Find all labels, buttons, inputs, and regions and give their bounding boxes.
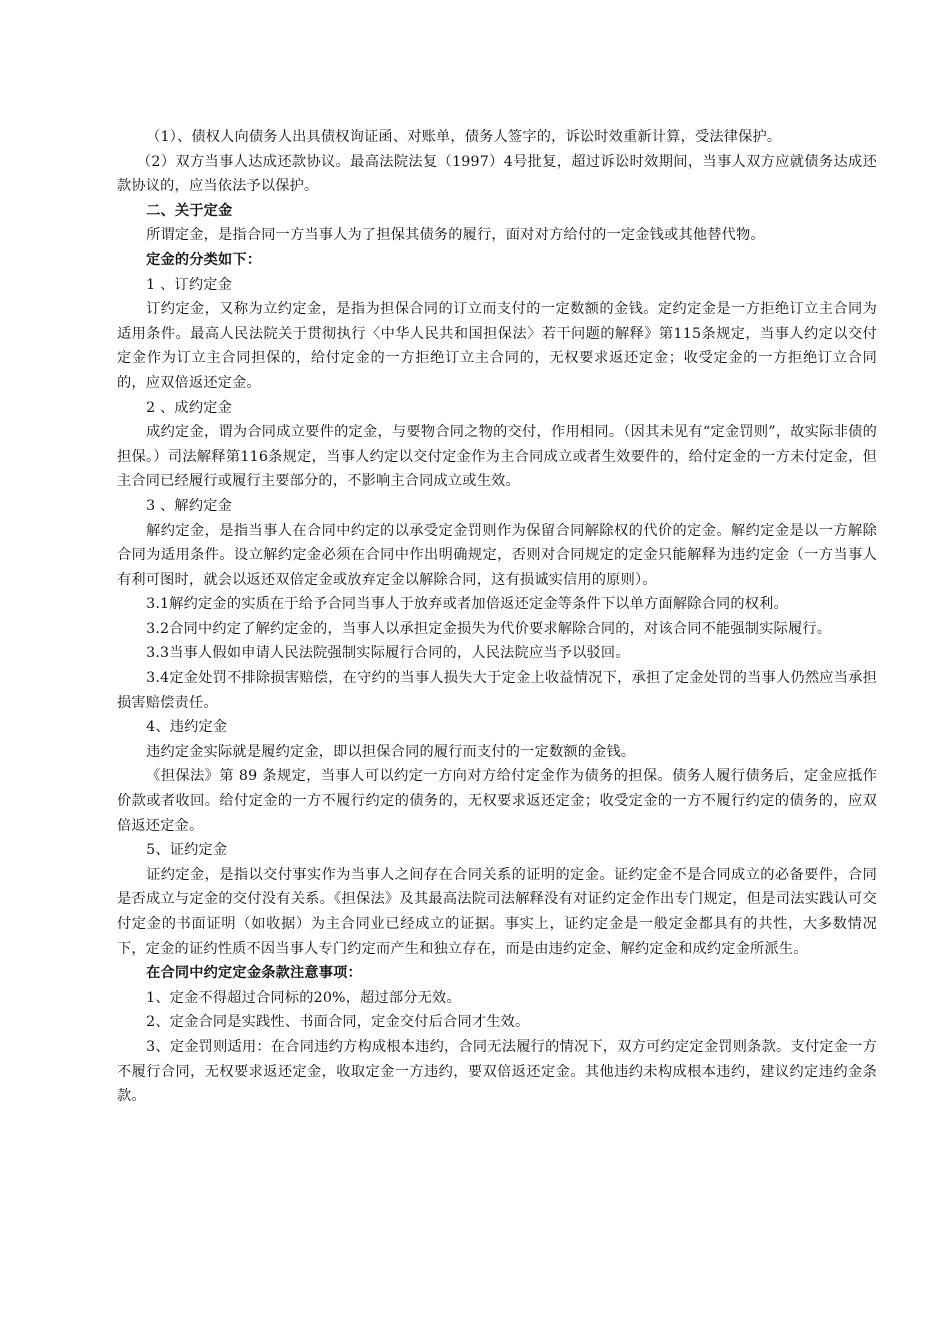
paragraph: 所谓定金，是指合同一方当事人为了担保其债务的履行，面对对方给付的一定金钱或其他替代物。 — [146, 227, 765, 244]
paragraph: 违约定金实际就是履约定金，即以担保合同的履行而支付的一定数额的金钱。 — [146, 743, 636, 760]
section-heading: 二、关于定金 — [146, 202, 233, 219]
paragraph: 3.2合同中约定了解约定金的，当事人以承担定金损失为代价要求解除合同的，对该合同不能强制实际履行。 — [146, 620, 832, 637]
list-item: 1、定金不得超过合同标的20%，超过部分无效。 — [146, 989, 461, 1006]
paragraph: 解约定金，是指当事人在合同中约定的以承受定金罚则作为保留合同解除权的代价的定金。解约定金是以一方解除合同为适用条件。设立解约定金必须在合同中作出明确规定，否则对合同规定的定金只能解释为违约定金（一方当事人有利可图时，就会以返还双倍定金或放弃定金以解除合同，这有损诚实信用的原则）。 — [117, 522, 877, 588]
list-item-heading: 1 、订约定金 — [146, 276, 232, 293]
paragraph: 订约定金，又称为立约定金，是指为担保合同的订立而支付的一定数额的金钱。定约定金是一方拒绝订立主合同为适用条件。最高人民法院关于贯彻执行〈中华人民共和国担保法〉若干问题的解释》第115条规定，当事人约定以交付定金作为订立主合同担保的，给付定金的一方拒绝订立主合同的，无权要求返还定金；收受定金的一方拒绝订立合同的，应双倍返还定金。 — [117, 301, 877, 391]
paragraph: 3.4定金处罚不排除损害赔偿，在守约的当事人损失大于定金上收益情况下，承担了定金处罚的当事人仍然应当承担损害赔偿责任。 — [117, 670, 877, 711]
list-item-heading: 5、证约定金 — [146, 842, 228, 859]
paragraph: 3.1解约定金的实质在于给予合同当事人于放弃或者加倍返还定金等条件下以单方面解除合同的权利。 — [146, 596, 788, 613]
list-item: 3、定金罚则适用：在合同违约方构成根本违约，合同无法履行的情况下，双方可约定定金罚则条款。支付定金一方不履行合同，无权要求返还定金，收取定金一方违约，要双倍返还定金。其他违约未构成根本违约，建议约定违约金条款。 — [117, 1038, 877, 1105]
subsection-heading: 定金的分类如下： — [146, 251, 262, 268]
document-body — [117, 125, 877, 1109]
paragraph: 3.3当事人假如申请人民法院强制实际履行合同的，人民法院应当予以驳回。 — [146, 645, 630, 662]
list-item: 2、定金合同是实践性、书面合同，定金交付后合同才生效。 — [146, 1014, 530, 1031]
paragraph: 证约定金，是指以交付事实作为当事人之间存在合同关系的证明的定金。证约定金不是合同成立的必备要件，合同是否成立与定金的交付没有关系。《担保法》及其最高法院司法解释没有对证约定金作出专门规定，但是司法实践认可交付定金的书面证明（如收据）为主合同业已经成立的证据。事实上，证约定金是一般定金都具有的共性，大多数情况下，定金的证约性质不因当事人专门约定而产生和独立存在，而是由违约定金、解约定金和成约定金所派生。 — [117, 866, 877, 957]
paragraph: （1）、债权人向债务人出具债权询证函、对账单，债务人签字的，诉讼时效重新计算，受法律保护。 — [146, 129, 782, 145]
subsection-heading: 在合同中约定定金条款注意事项： — [146, 965, 362, 982]
paragraph: （2）双方当事人达成还款协议。最高法院法复（1997）4号批复，超过诉讼时效期间，当事人双方应就债务达成还款协议的，应当依法予以保护。 — [117, 153, 877, 195]
list-item-heading: 4、违约定金 — [146, 719, 228, 736]
paragraph: 成约定金，谓为合同成立要件的定金，与要物合同之物的交付，作用相同。（因其未见有“定金罚则”，故实际非债的担保。）司法解释第116条规定，当事人约定以交付定金作为主合同成立或者生效要件的，给付定金的一方未付定金，但主合同已经履行或履行主要部分的，不影响主合同成立或生效。 — [117, 424, 877, 490]
list-item-heading: 2 、成约定金 — [146, 399, 232, 416]
paragraph: 《担保法》第 89 条规定，当事人可以约定一方向对方给付定金作为债务的担保。债务人履行债务后，定金应抵作价款或者收回。给付定金的一方不履行约定的债务的，无权要求返还定金；收受定金的一方不履行约定的债务的，应双倍返还定金。 — [117, 768, 877, 834]
list-item-heading: 3 、解约定金 — [146, 497, 232, 514]
